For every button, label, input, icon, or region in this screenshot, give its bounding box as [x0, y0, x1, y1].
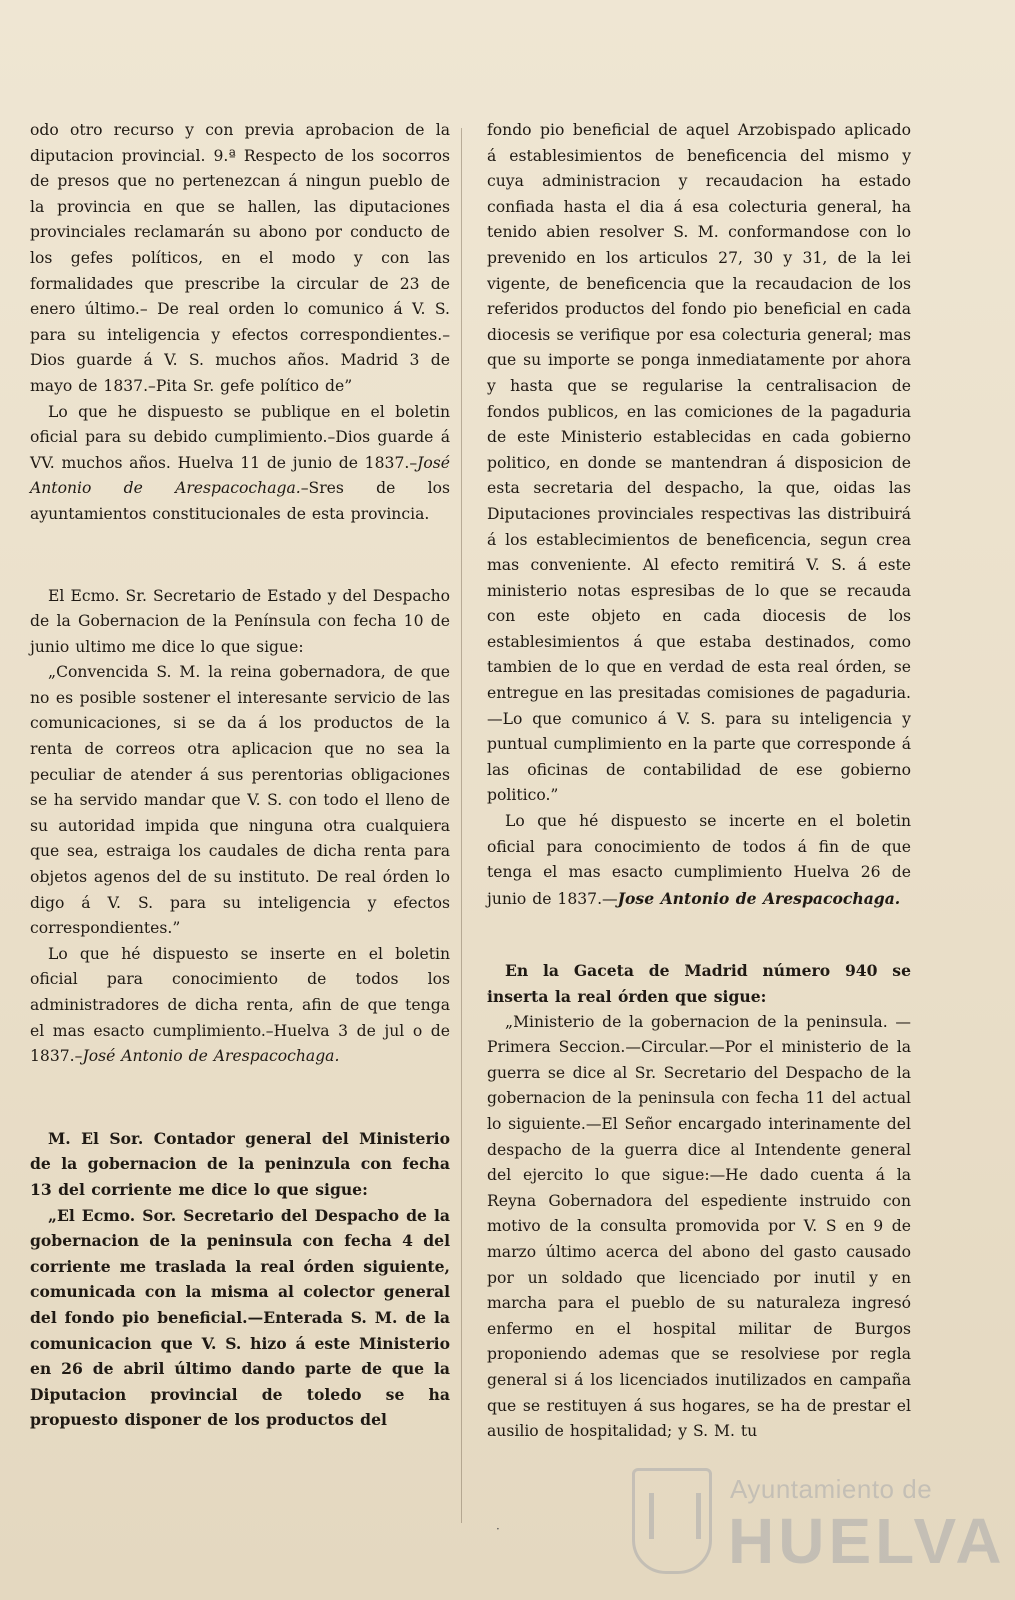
right-paragraph-2-text: Lo que hé dispuesto se incerte en el boletin oficial para conocimiento de todos á fin de que tenga el mas esacto cumplimiento Huelva 26 de junio de 1837.— [487, 812, 911, 908]
column-divider [461, 128, 462, 1523]
right-paragraph-3: En la Gaceta de Madrid número 940 se inserta la real órden que sigue: [487, 961, 911, 1006]
left-paragraph-7: „El Ecmo. Sor. Secretario del Despacho de la gobernacion de la peninsula con fecha 4 del corriente me traslada la real órden siguiente, comunicada con la misma al colector general del fondo pio beneficial.—Enterada S. M. de la comunicacion que V. S. hizo á este Ministerio en 26 de abril último dando parte de que la Diputacion provincial de toledo se ha propuesto disponer de los productos del [30, 1205, 450, 1430]
left-paragraph-6: M. El Sor. Contador general del Ministerio de la gobernacion de la peninzula con fecha 13 del corriente me dice lo que sigue: [30, 1128, 450, 1199]
watermark-line-1: Ayuntamiento de [730, 1474, 933, 1504]
signature-arespacochaga-3: Jose Antonio de Arespacochaga. [617, 888, 901, 908]
footer-mark: · [496, 1522, 500, 1536]
left-paragraph-2-text: Lo que he dispuesto se publique en el boletin oficial para su debido cumplimiento.–Dios guarde á VV. muchos años. Huelva 11 de junio de 1837.– [30, 402, 450, 472]
right-paragraph-4: „Ministerio de la gobernacion de la peninsula. —Primera Seccion.—Circular.—Por el ministerio de la guerra se dice al Sr. Secretario del Despacho de la gobernacion de la peninsula con fecha 11 del actual lo siguiente.—El Señor encargado interinamente del despacho de la guerra dice al Intendente general del ejercito lo que sigue:—He dado cuenta á la Reyna Gobernadora del espediente instruido con motivo de la consulta promovida por V. S en 9 de marzo último acerca del abono del gasto causado por un soldado que licenciado por inutil y en marcha para el pueblo de su naturaleza ingresó enfermo en el hospital militar de Burgos proponiendo ademas que se resolviese por regla general si á los licenciados inutilizados en campaña que se restituyen á sus hogares, se ha de prestar el ausilio de hospitalidad; y S. M. tu [487, 1012, 911, 1441]
right-column [487, 118, 911, 1445]
right-paragraph-2 [487, 809, 911, 912]
left-paragraph-2-tail: –Sres de los ayuntamientos constitucionales de esta provincia. [30, 479, 450, 523]
left-paragraph-3: El Ecmo. Sr. Secretario de Estado y del Despacho de la Gobernacion de la Península con fecha 10 de junio ultimo me dice lo que sigue: [30, 586, 450, 656]
left-paragraph-2 [30, 400, 450, 528]
right-paragraph-1: fondo pio beneficial de aquel Arzobispado aplicado á establesimientos de beneficencia del mismo y cuya administracion y recaudacion ha estado confiada hasta el dia á esa colecturia general, ha tenido abien resolver S. M. conformandose con lo prevenido en los articulos 27, 30 y 31, de la lei vigente, de beneficencia que la recaudacion de los referidos productos del fondo pio beneficial en cada diocesis se verifique por esa colecturia general; mas que su importe se ponga inmediatamente por ahora y hasta que se regularise la centralisacion de fondos publicos, en las comiciones de la pagaduria de este Ministerio establecidas en cada gobierno politico, en donde se mantendran á disposicion de esta secretaria del despacho, la que, oidas las Diputaciones provinciales respectivas las distribuirá á los establecimientos de beneficencia, segun crea mas conveniente. Al efecto remitirá V. S. á este ministerio notas espresibas de lo que se recauda con este objeto en cada diocesis de los establesimientos á que estaba destinados, como tambien de lo que en verdad de esta real órden, se entregue en las presitadas comisiones de pagaduria.—Lo que comunico á V. S. para su inteligencia y puntual cumplimiento en la parte que corresponde á las oficinas de contabilidad de ese gobierno politico.” [487, 121, 911, 805]
left-paragraph-5 [30, 942, 450, 1070]
left-paragraph-1: odo otro recurso y con previa aprobacion de la diputacion provincial. 9.ª Respecto de los socorros de presos que no pertenezcan á ningun pueblo de la provincia en que se hallen, las diputaciones provinciales reclamarán su abono por conducto de los gefes políticos, en el modo y con las formalidades que prescribe la circular de 23 de enero último.– De real orden lo comunico á V. S. para su inteligencia y efectos correspondientes.–Dios guarde á V. S. muchos años. Madrid 3 de mayo de 1837.–Pita Sr. gefe político de” [30, 121, 450, 395]
left-paragraph-4: „Convencida S. M. la reina gobernadora, de que no es posible sostener el interesante servicio de las comunicaciones, si se da á los productos de la renta de correos otra aplicacion que no sea la peculiar de atender á sus perentorias obligaciones se ha servido mandar que V. S. con todo el lleno de su autoridad impida que ninguna otra cualquiera que sea, estraiga los caudales de dicha renta para objetos agenos del de su instituto. De real órden lo digo á V. S. para su inteligencia y efectos correspondientes.” [30, 663, 450, 938]
signature-arespacochaga-2: José Antonio de Arespacochaga. [82, 1047, 340, 1066]
watermark-line-2: HUELVA [728, 1505, 1006, 1577]
left-paragraph-5-text: Lo que hé dispuesto se inserte en el boletin oficial para conocimiento de todos los administradores de dicha renta, afin de que tenga el mas esacto cumplimiento.–Huelva 3 de jul o de 1837.– [30, 944, 450, 1066]
left-column [30, 118, 450, 1433]
signature-arespacochaga-1: José Antonio de Arespacochaga. [30, 453, 450, 498]
huelva-crest-icon [632, 1468, 712, 1574]
ayuntamiento-watermark [620, 1460, 1010, 1590]
